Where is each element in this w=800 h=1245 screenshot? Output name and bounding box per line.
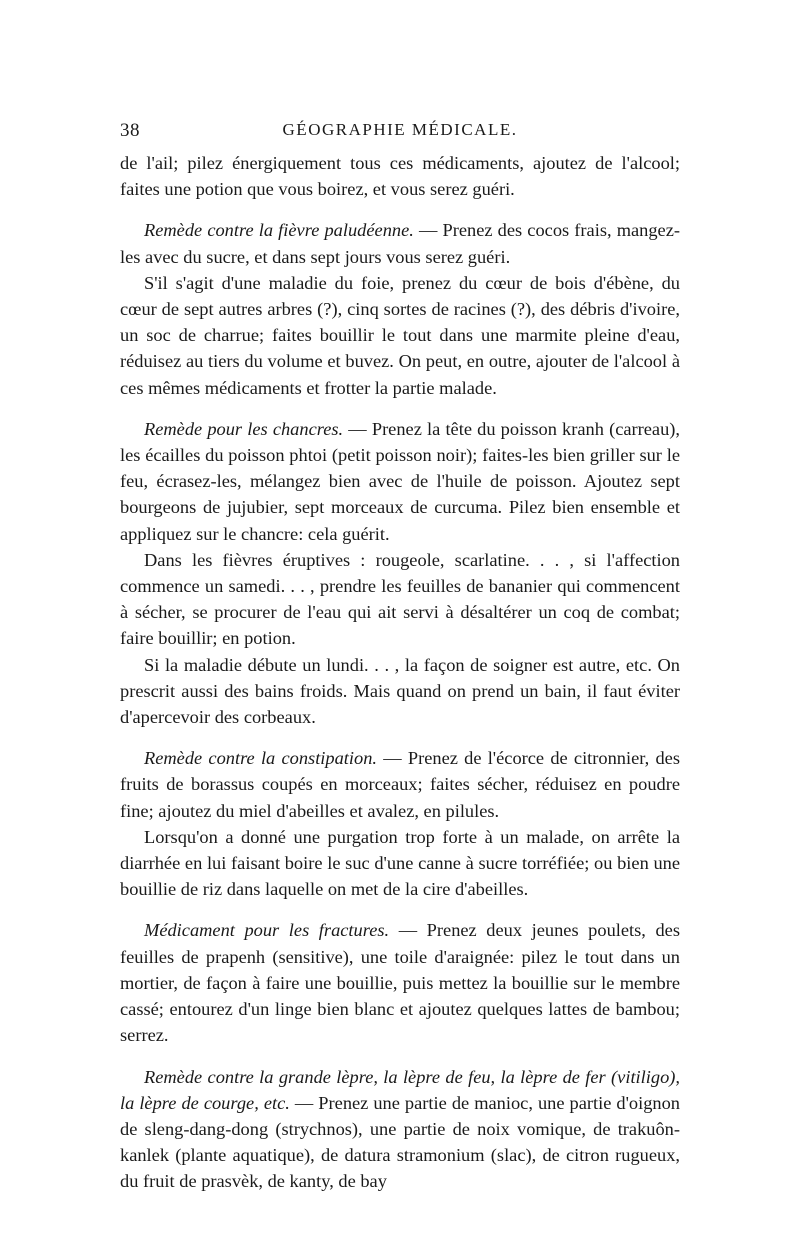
paragraph-text: S'il s'agit d'une maladie du foie, prenez du cœur de bois d'ébène, du cœur de sept autres arbres (?), cinq sortes de racines (?), des débris d'ivoire, un soc de charrue; faites bouillir le tout dans une marmite pleine d'eau, réduisez au tiers du volume et buvez. On peut, en outre, ajouter de l'alcool à ces mêmes médicaments et frotter la partie malade.: [120, 272, 680, 398]
running-header: [120, 120, 680, 144]
paragraph-text: — Prenez une partie de manioc, une partie d'oignon de sleng-dang-dong (strychnos), une partie de noix vomique, de trakuôn-kanlek (plante aquatique), de datura stramonium (slac), de citron rugueux, du fruit de prasvèk, de kanty, de bay: [120, 1092, 680, 1192]
remedy-heading: Remède contre la constipation.: [144, 748, 378, 769]
paragraph-text: Lorsqu'on a donné une purgation trop forte à un malade, on arrête la diarrhée en lui faisant boire le suc d'une canne à sucre torréfiée; ou bien une bouillie de riz dans laquelle on met de la cire d'abeilles.: [120, 826, 680, 900]
running-title: GÉOGRAPHIE MÉDICALE.: [282, 120, 518, 139]
paragraph-remedy-constipation: [120, 745, 680, 824]
paragraph-remedy-chancres: [120, 416, 680, 547]
paragraph-lundi: [120, 652, 680, 731]
remedy-heading: Médicament pour les fractures.: [144, 920, 390, 941]
paragraph-remedy-fractures: [120, 917, 680, 1048]
body-text: [120, 150, 680, 1195]
paragraph-text: — Prenez la tête du poisson kranh (carreau), les écailles du poisson phtoi (petit poisson noir); faites-les bien griller sur le feu, écrasez-les, mélangez bien avec de l'huile de poisson. Ajoutez sept bourgeons de jujubier, sept morceaux de curcuma. Pilez bien ensemble et appliquez sur le chancre: cela guérit.: [120, 418, 681, 544]
paragraph-text: — Prenez deux jeunes poulets, des feuilles de prapenh (sensitive), une toile d'araignée: pilez le tout dans un mortier, de façon à faire une bouillie, puis mettez la bouillie sur le membre cassé; entourez d'un linge bien blanc et ajoutez quelques lattes de bambou; serrez.: [120, 920, 680, 1046]
paragraph-purgation: [120, 824, 680, 903]
paragraph-text: — Prenez des cocos frais, mangez-les avec du sucre, et dans sept jours vous serez guéri.: [120, 220, 681, 267]
paragraph-remedy-lepre: [120, 1064, 680, 1195]
remedy-heading: Remède contre la grande lèpre, la lèpre de feu, la lèpre de fer (vitiligo), la lèpre de courge, etc.: [120, 1066, 680, 1113]
paragraph-text: Si la maladie débute un lundi. . . , la façon de soigner est autre, etc. On prescrit aussi des bains froids. Mais quand on prend un bain, il faut éviter d'apercevoir des corbeaux.: [120, 654, 680, 728]
paragraph-foie: [120, 270, 680, 401]
paragraph-fievres-eruptives: [120, 547, 680, 652]
paragraph-text: Dans les fièvres éruptives : rougeole, scarlatine. . . , si l'affection commence un samedi. . . , prendre les feuilles de bananier qui commencent à sécher, se procurer de l'eau qui ait servi à désaltérer un coq de combat; faire bouillir; en potion.: [120, 549, 680, 649]
remedy-heading: Remède contre la fièvre paludéenne.: [144, 220, 414, 241]
page-number: 38: [120, 120, 140, 141]
paragraph-remedy-fievre: [120, 217, 680, 269]
paragraph-continuation: [120, 150, 680, 202]
paragraph-text: — Prenez de l'écorce de citronnier, des fruits de borassus coupés en morceaux; faites sécher, réduisez en poudre fine; ajoutez du miel d'abeilles et avalez, en pilules.: [120, 748, 680, 821]
paragraph-text: de l'ail; pilez énergiquement tous ces médicaments, ajoutez de l'alcool; faites une potion que vous boirez, et vous serez guéri.: [120, 153, 680, 200]
remedy-heading: Remède pour les chancres.: [144, 418, 344, 439]
